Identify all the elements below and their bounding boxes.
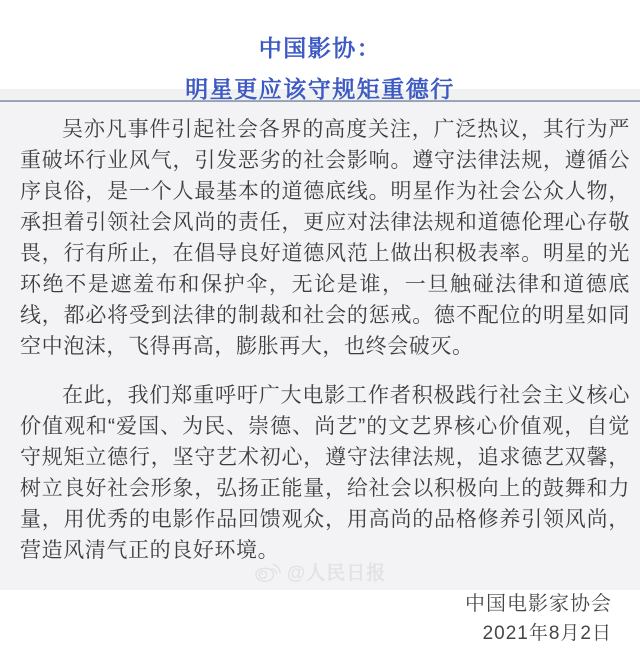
statement-header [0, 0, 640, 102]
signature-block [0, 590, 640, 649]
page-subtitle: 明星更应该守规矩重德行 [185, 76, 455, 102]
signature-date: 2021年8月2日 [482, 623, 612, 644]
statement-body [0, 102, 640, 566]
watermark [0, 558, 640, 585]
weibo-icon [254, 560, 282, 583]
signature-name: 中国电影家协会 [465, 593, 612, 615]
watermark-label: @人民日报 [286, 563, 387, 584]
paragraph-1: 吴亦凡事件引起社会各界的高度关注，广泛热议，其行为严重破坏行业风气，引发恶劣的社会影响。遵守法律法规，遵循公序良俗，是一个人最基本的道德底线。明星作为社会公众人物，承担着引领社会风尚的责任，更应对法律法规和道德伦理心存敬畏，行有所止，在倡导良好道德风范上做出积极表率。明星的光环绝不是遮羞布和保护伞，无论是谁，一旦触碰法律和道德底线，都必将受到法律的制裁和社会的惩戒。德不配位的明星如同空中泡沫，飞得再高，膨胀再大，也终会破灭。 [20, 118, 630, 358]
page-title: 中国影协： [258, 35, 382, 61]
paragraph-2: 在此，我们郑重呼吁广大电影工作者积极践行社会主义核心价值观和“爱国、为民、崇德、尚艺”的文艺界核心价值观，自觉守规矩立德行，坚守艺术初心，遵守法律法规，追求德艺双馨，树立良好社会形象，弘扬正能量，给社会以积极向上的鼓舞和力量，用优秀的电影作品回馈观众，用高尚的品格修养引领风尚，营造风清气正的良好环境。 [20, 384, 630, 562]
